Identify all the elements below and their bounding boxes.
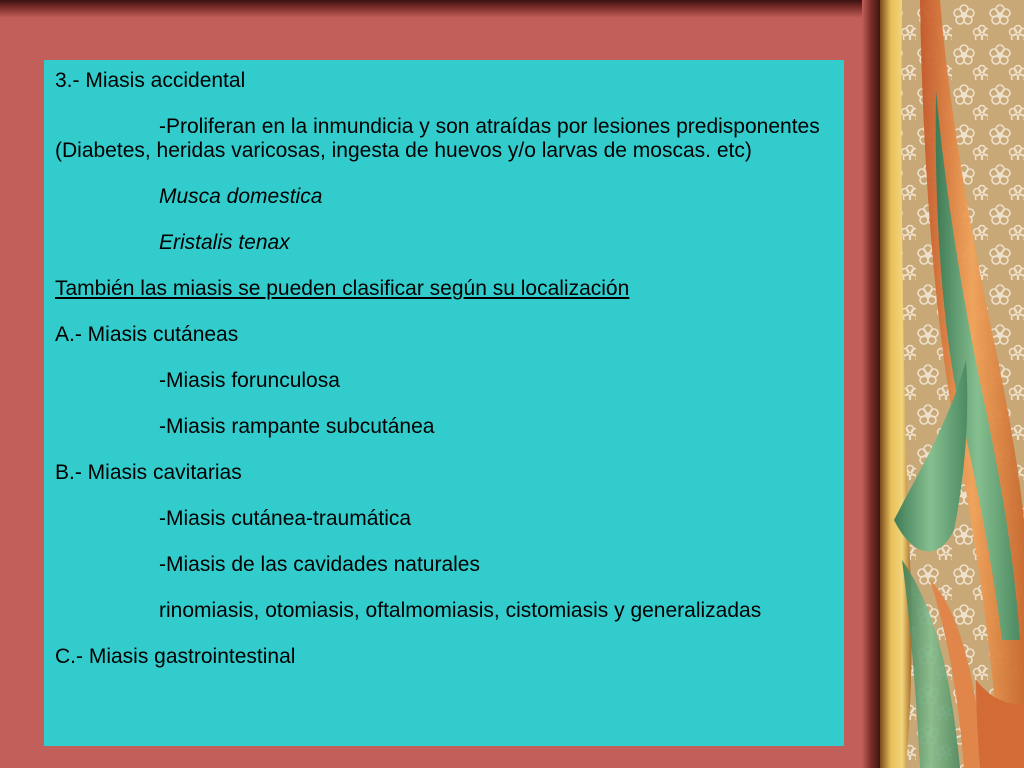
decorative-side-panel bbox=[880, 0, 1024, 768]
heading-miasis-cavitarias: B.- Miasis cavitarias bbox=[55, 461, 242, 484]
heading-miasis-cutaneas: A.- Miasis cutáneas bbox=[55, 323, 239, 346]
slide-content bbox=[44, 60, 844, 746]
species-musca-domestica: Musca domestica bbox=[159, 185, 323, 208]
item-miasis-rampante: -Miasis rampante subcutánea bbox=[159, 415, 435, 438]
classification-heading: También las miasis se pueden clasificar según su localización bbox=[55, 277, 630, 300]
decorative-artwork bbox=[880, 0, 1024, 768]
heading-miasis-accidental: 3.- Miasis accidental bbox=[55, 69, 246, 92]
item-tipos-miasis: rinomiasis, otomiasis, oftalmomiasis, cistomiasis y generalizadas bbox=[159, 599, 762, 622]
paragraph-proliferan: -Proliferan en la inmundicia y son atraídas por lesiones predisponentes (Diabetes, heridas varicosas, ingesta de huevos y/o larvas de moscas. etc) bbox=[55, 115, 820, 162]
species-eristalis-tenax: Eristalis tenax bbox=[159, 231, 290, 254]
item-miasis-forunculosa: -Miasis forunculosa bbox=[159, 369, 340, 392]
item-miasis-cavidades-naturales: -Miasis de las cavidades naturales bbox=[159, 553, 480, 576]
item-miasis-cutanea-traumatica: -Miasis cutánea-traumática bbox=[159, 507, 412, 530]
heading-miasis-gastrointestinal: C.- Miasis gastrointestinal bbox=[55, 645, 296, 668]
frame-right-edge bbox=[862, 0, 882, 768]
frame-top-shadow bbox=[0, 0, 880, 18]
